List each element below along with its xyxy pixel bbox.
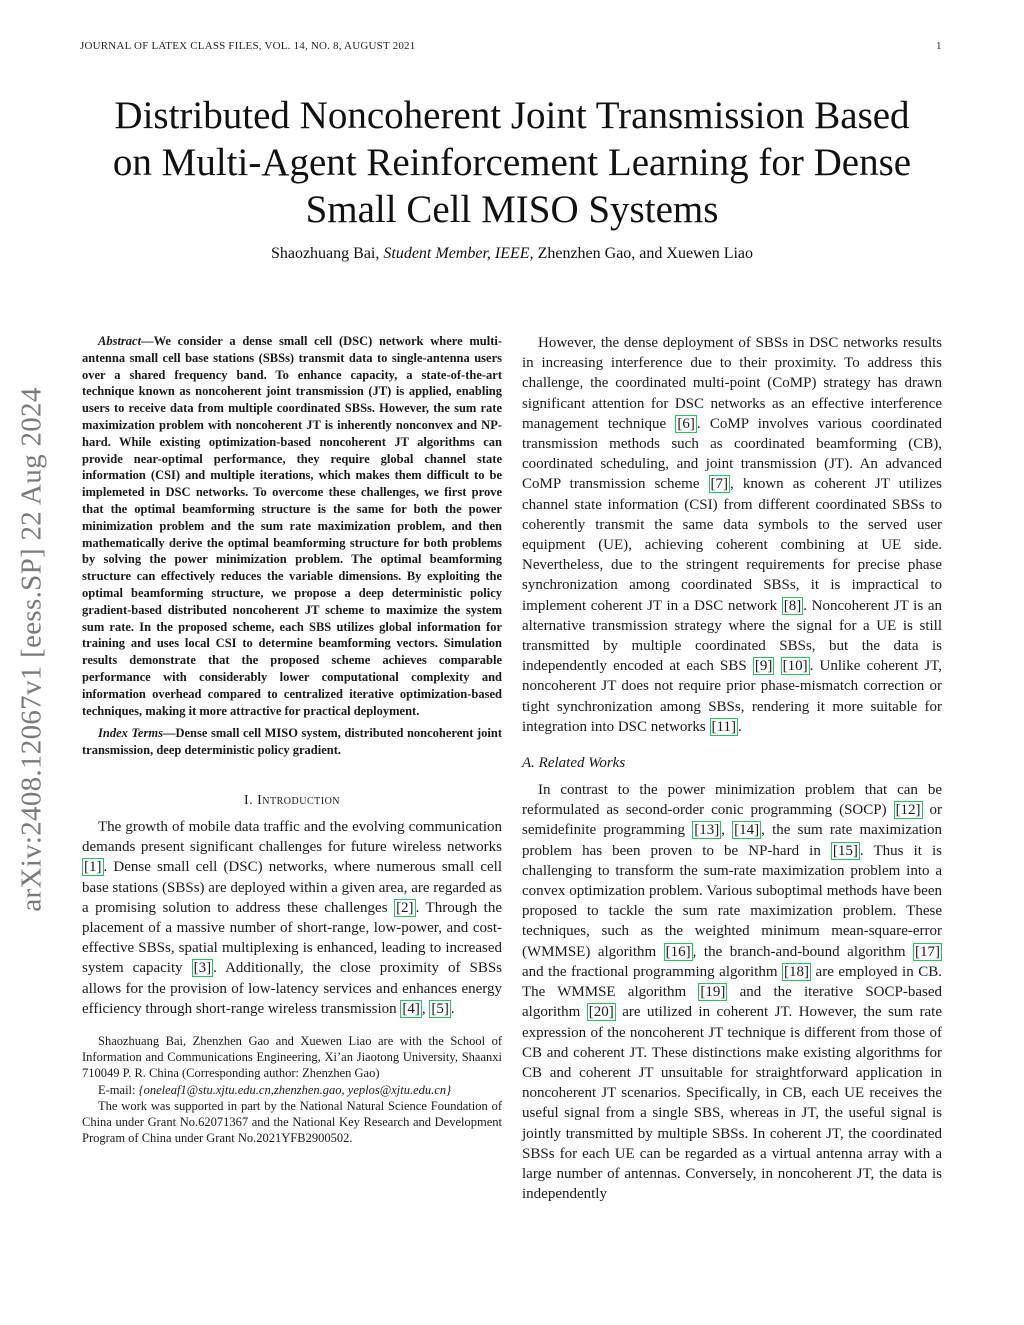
- text-run: In contrast to the power minimization problem that can be reformulated as second-order conic programming (SOCP): [522, 782, 942, 819]
- citation-link[interactable]: [18]: [784, 963, 810, 980]
- text-run: . Thus it is challenging to transform the sum-rate maximization problem into a convex optimization problem. Various suboptimal methods have been proposed to tackle the sum rate maximization problem. These techniques, such as the weighted minimum mean-square-error (WMMSE) algorithm: [522, 842, 942, 960]
- title-line-1: Distributed Noncoherent Joint Transmission Based: [114, 94, 910, 137]
- citation-link[interactable]: [8]: [783, 597, 802, 614]
- text-run: ,: [421, 1000, 430, 1017]
- email-addresses: {oneleaf1@stu.xjtu.edu.cn,zhenzhen.gao, yeplos@xjtu.edu.cn}: [138, 1082, 452, 1097]
- citation-link[interactable]: [2]: [396, 899, 414, 916]
- running-header: JOURNAL OF LATEX CLASS FILES, VOL. 14, NO. 8, AUGUST 2021: [80, 40, 416, 52]
- text-run: . CoMP involves various coordinated transmission methods such as coordinated beamforming (CB), coordinated scheduling, and joint transmission (JT). An advanced CoMP transmission scheme: [522, 415, 942, 493]
- text-run: and the iterative SOCP-based algorithm: [522, 984, 942, 1021]
- citation-link[interactable]: [16]: [665, 943, 691, 960]
- email-label: E-mail:: [98, 1082, 139, 1097]
- author-1-role: Student Member, IEEE,: [383, 245, 534, 262]
- citation-link[interactable]: [6]: [677, 415, 695, 432]
- text-run: . Unlike coherent JT, noncoherent JT does not require prior phase-mismatch correction or tight synchronization among SBSs, rendering it more suitable for integration into DSC networks: [522, 658, 943, 735]
- text-run: . Dense small cell (DSC) networks, where numerous small cell base stations (SBSs) are deployed within a given area, are regarded as a promising solution to address these challenges: [82, 859, 502, 916]
- title-line-3: Small Cell MISO Systems: [305, 188, 719, 231]
- paper-title: [60, 92, 964, 233]
- citation-link[interactable]: [15]: [832, 842, 858, 859]
- abstract-text: —We consider a dense small cell (DSC) network where multi-antenna small cell base stations (SBSs) transmit data to single-antenna users over a shared frequency band. To enhance capacity, a state-of-the-art technique known as noncoherent joint transmission (JT) is applied, enabling users to receive data from multiple coordinated SBSs. However, the sum rate maximization problem with noncoherent JT is inherently nonconvex and NP-hard. While existing optimization-based noncoherent JT algorithms can provide near-optimal performance, they require global channel state information (CSI) and multiple iterations, which makes them difficult to be implemeted in DSC networks. To overcome these challenges, we first prove that the optimal beamforming structure is the same for both the power minimization problem and the sum rate maximization problem, and then mathematically derive the optimal beamforming structure for both problems by solving the power minimization problem. The optimal beamforming structure can effectively reduces the variable dimensions. By exploiting the optimal beamforming structure, we propose a deep deterministic policy gradient-based distributed noncoherent JT scheme to maximize the system sum rate. In the proposed scheme, each SBS utilizes global information for training and uses local CSI to determine beamforming vectors. Simulation results demonstrate that the proposed scheme achieves comparable performance with considerably lower computational complexity and information overhead compared to centralized iterative optimization-based techniques, making it more attractive for practical deployment.: [82, 334, 502, 718]
- arxiv-id: arXiv:2408.12067v1 [eess.SP] 22 Aug 2024: [15, 386, 48, 912]
- text-run: , the branch-and-bound algorithm: [692, 943, 914, 960]
- abstract: [82, 333, 502, 719]
- citation-link[interactable]: [11]: [711, 718, 736, 735]
- text-run: are employed in CB. The WMMSE algorithm: [522, 963, 943, 1001]
- abstract-lead: Abstract: [98, 334, 142, 348]
- text-run: . Noncoherent JT is an alternative transmission strategy where the signal for a UE is still transmitted by multiple coordinated SBSs, but the data is independently encoded at each SBS: [522, 597, 942, 675]
- citation-link[interactable]: [17]: [915, 943, 941, 960]
- footnote-email: [82, 1082, 502, 1098]
- section-number: I.: [243, 792, 254, 808]
- citation-link[interactable]: [13]: [694, 822, 720, 839]
- citation-link[interactable]: [7]: [710, 476, 729, 493]
- index-terms-text: —Dense small cell MISO system, distributed noncoherent joint transmission, deep deterministic policy gradient.: [82, 726, 502, 758]
- text-run: and the fractional programming algorithm: [522, 963, 783, 980]
- title-line-2: on Multi-Agent Reinforcement Learning for Dense: [112, 141, 912, 184]
- other-authors: Zhenzhen Gao, and Xuewen Liao: [537, 245, 754, 262]
- citation-link[interactable]: [4]: [402, 1000, 420, 1017]
- text-run: ,: [721, 822, 733, 839]
- citation-link[interactable]: [3]: [193, 960, 212, 977]
- citation-link[interactable]: [20]: [588, 1004, 614, 1021]
- citation-link[interactable]: [1]: [84, 859, 102, 876]
- right-column: [522, 333, 942, 1204]
- citation-link[interactable]: [5]: [431, 1000, 449, 1017]
- index-terms: [82, 725, 502, 759]
- text-run: .: [450, 1000, 455, 1017]
- text-run: or semidefinite programming: [522, 802, 942, 839]
- citation-link[interactable]: [9]: [754, 658, 773, 675]
- citation-link[interactable]: [12]: [895, 802, 921, 819]
- citation-link[interactable]: [10]: [782, 658, 808, 675]
- author-1: Shaozhuang Bai,: [270, 245, 380, 262]
- text-run: are utilized in coherent JT. However, the sum rate expression of the noncoherent JT technique is different from those of CB and coherent JT. These distinctions make existing algorithms for CB and coherent JT unsuitable for straightforward application in noncoherent JT scenarios. Specifically, in CB, each UE receives the useful signal from a single SBS, whereas in JT, the useful signal is jointly transmitted by multiple SBSs. In coherent JT, the coordinated SBSs for each UE can be regarded as a virtual antenna array with a large number of antennas. Conversely, in noncoherent JT, the data is independently: [522, 1004, 943, 1203]
- author-list: [60, 245, 964, 263]
- left-column: [82, 333, 502, 1146]
- text-run: The growth of mobile data traffic and the evolving communication demands present significant challenges for future wireless networks: [82, 818, 502, 856]
- index-terms-lead: Index Terms: [98, 726, 163, 741]
- text-run: . Additionally, the close proximity of SBSs allows for the provision of low-latency services and enhances energy efficiency through short-range wireless transmission: [82, 960, 502, 1017]
- text-run: However, the dense deployment of SBSs in DSC networks results in increasing interference due to their proximity. To address this challenge, the coordinated multi-point (CoMP) strategy has drawn significant attention for DSC networks as an effective interference management technique: [522, 335, 942, 432]
- related-works-paragraph: [522, 780, 942, 1204]
- text-run: , the sum rate maximization problem has been proven to be NP-hard in: [522, 822, 942, 859]
- section-title: Introduction: [257, 792, 341, 808]
- text-run: .: [737, 718, 742, 735]
- footnote-funding: The work was supported in part by the National Natural Science Foundation of China under Grant No.62071367 and the National Key Research and Development Program of China under Grant No.2021YFB2900502.: [82, 1098, 502, 1146]
- footnotes: [82, 1033, 502, 1146]
- subsection-heading-related-works: A. Related Works: [522, 755, 626, 772]
- arxiv-stamp: [4, 342, 60, 956]
- text-run: [774, 658, 780, 674]
- intro-paragraph: [82, 817, 502, 1019]
- text-run: . Through the placement of a massive number of short-range, low-power, and cost-effective SBSs, spatial multiplexing is enhanced, leading to increased system capacity: [82, 899, 503, 977]
- citation-link[interactable]: [19]: [700, 984, 726, 1001]
- page-number: 1: [936, 40, 942, 52]
- footnote-affiliation: Shaozhuang Bai, Zhenzhen Gao and Xuewen Liao are with the School of Information and Communications Engineering, Xi’an Jiaotong University, Shaanxi 710049 P. R. China (Corresponding author: Zhenzhen Gao): [82, 1033, 502, 1081]
- comp-paragraph: [522, 333, 942, 737]
- section-heading-introduction: [82, 793, 502, 809]
- text-run: , known as coherent JT utilizes channel state information (CSI) from different coordinated SBSs to coherently transmit the same data symbols to the served user equipment (UE), achieving coherent combining at UE side. Nevertheless, due to the stringent requirements for precise phase synchronization among coordinated SBSs, it is impractical to implement coherent JT in a DSC network: [522, 476, 942, 614]
- citation-link[interactable]: [14]: [734, 822, 760, 839]
